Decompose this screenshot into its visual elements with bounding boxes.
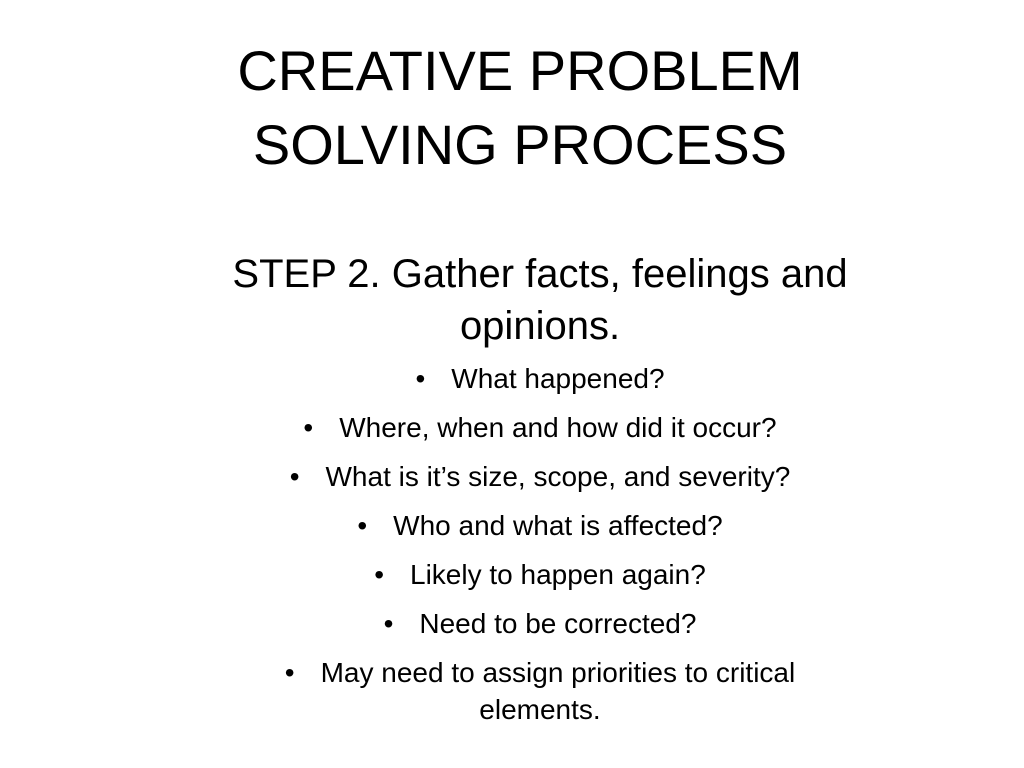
title-line-1: CREATIVE PROBLEM (237, 39, 803, 102)
step-heading (150, 248, 930, 352)
bullet-text: Likely to happen again? (410, 559, 706, 590)
bullet-dot-icon: • (303, 412, 314, 443)
bullet-dot-icon: • (289, 461, 300, 492)
bullet-dot-icon: • (284, 657, 295, 688)
bullet-item (180, 409, 900, 446)
title-line-2: SOLVING PROCESS (252, 113, 788, 176)
bullet-text: Where, when and how did it occur? (339, 412, 777, 443)
step-heading-line-2: opinions. (459, 304, 621, 348)
bullet-item (180, 458, 900, 495)
step-heading-line-1: STEP 2. Gather facts, feelings and (232, 252, 848, 296)
bullet-dot-icon: • (357, 510, 368, 541)
bullet-text: Who and what is affected? (393, 510, 723, 541)
bullet-item (180, 605, 900, 642)
bullet-text: What is it’s size, scope, and severity? (325, 461, 791, 492)
bullet-item (180, 507, 900, 544)
bullet-list (180, 360, 900, 740)
bullet-text: What happened? (451, 363, 665, 394)
bullet-dot-icon: • (383, 608, 394, 639)
bullet-item (180, 360, 900, 397)
bullet-dot-icon: • (374, 559, 384, 590)
bullet-dot-icon: • (415, 363, 426, 394)
bullet-text-continuation: elements. (479, 694, 601, 725)
slide-title (0, 34, 1024, 182)
bullet-text: Need to be corrected? (419, 608, 697, 639)
bullet-text: May need to assign priorities to critical (320, 657, 796, 688)
bullet-item (180, 556, 900, 593)
bullet-item (180, 654, 900, 728)
